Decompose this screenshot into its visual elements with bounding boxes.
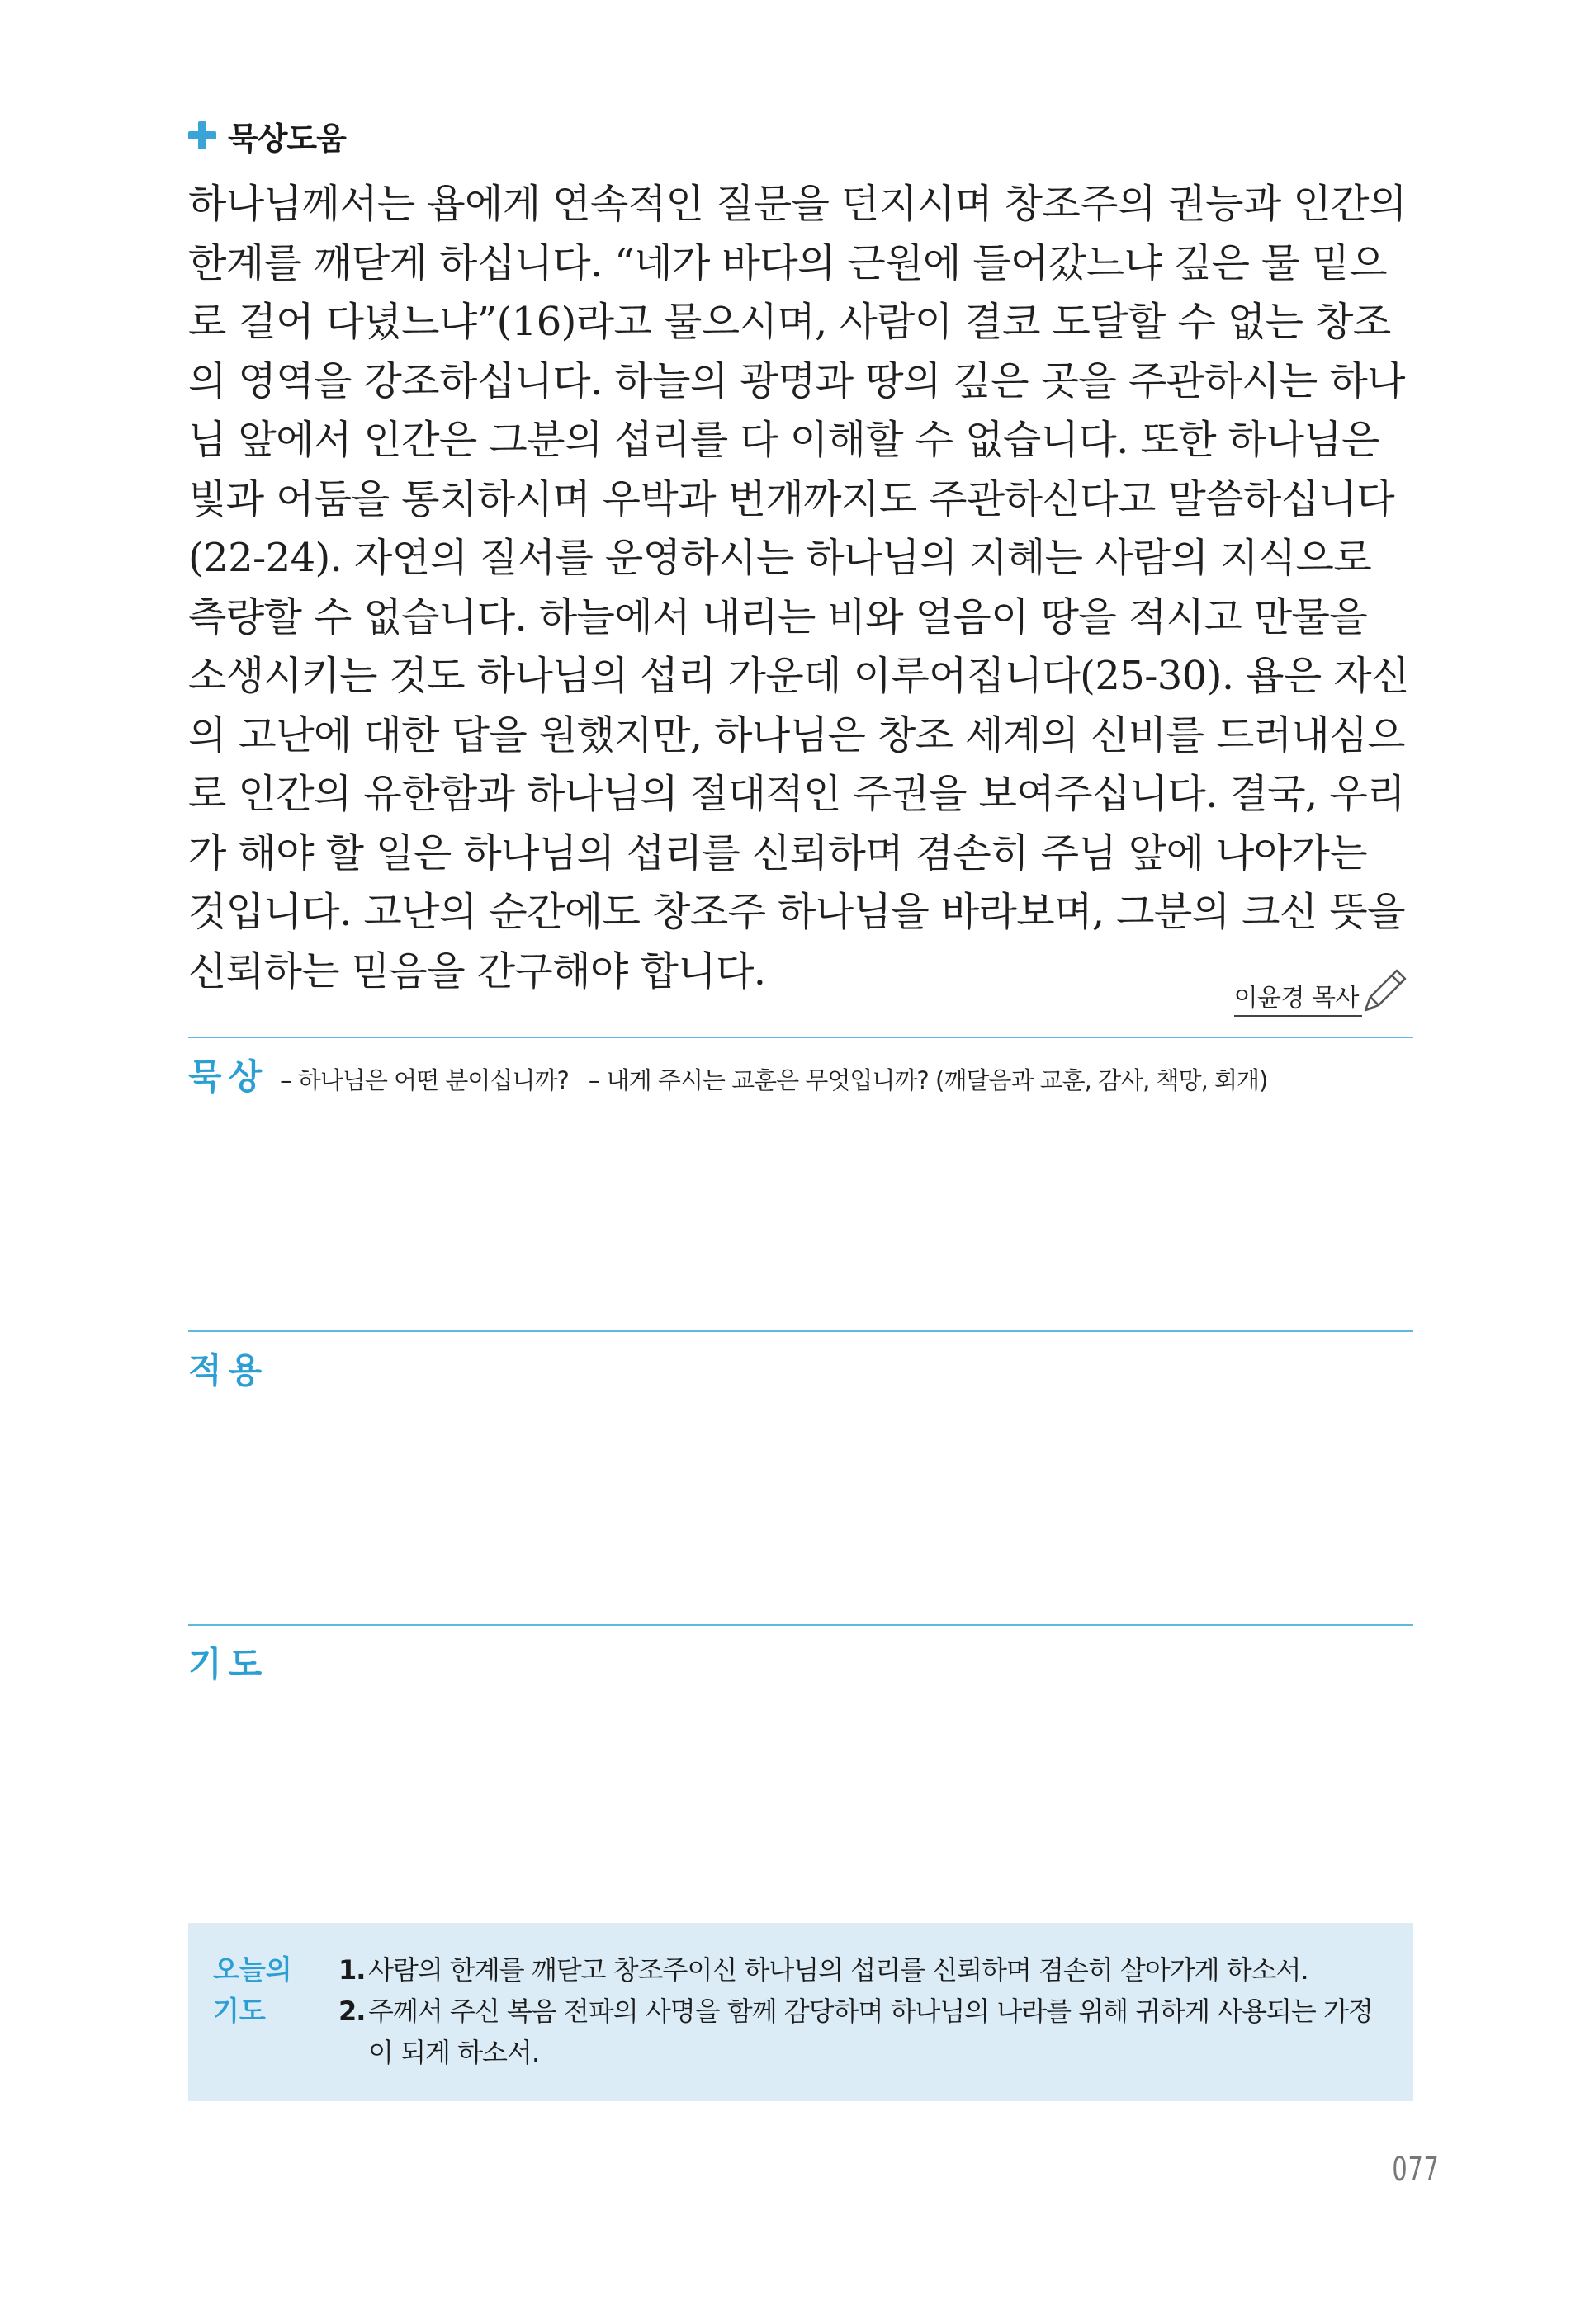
page-number: 077	[1392, 2151, 1440, 2189]
meditation-question-2: – 내게 주시는 교훈은 무엇입니까? (깨달음과 교훈, 감사, 책망, 회개)	[588, 1066, 1268, 1094]
apply-section	[188, 1330, 1413, 1393]
heading-label: 묵상도움	[228, 120, 346, 157]
item-number: 2.	[338, 1996, 366, 2027]
today-prayer-label	[213, 1949, 312, 2032]
list-item	[338, 1949, 1395, 1991]
meditation-question-1: – 하나님은 어떤 분이십니까?	[280, 1066, 569, 1094]
author-signature	[1234, 964, 1412, 1017]
plus-icon	[188, 121, 216, 149]
today-prayer-label-line2: 기도	[213, 1995, 266, 2027]
today-prayer-box	[188, 1923, 1413, 2101]
meditation-label: 묵상	[188, 1056, 269, 1097]
today-prayer-label-line1: 오늘의	[213, 1953, 292, 1986]
section-heading	[188, 116, 346, 155]
meditation-section	[188, 1037, 1413, 1099]
item-text: 주께서 주신 복음 전파의 사명을 함께 감당하며 하나님의 나라를 위해 귀하게 사용되는 가정이 되게 하소서.	[368, 1996, 1373, 2068]
item-text: 사람의 한계를 깨닫고 창조주이신 하나님의 섭리를 신뢰하며 겸손히 살아가게 하소서.	[368, 1954, 1308, 1986]
pencil-icon	[1359, 964, 1412, 1017]
list-item	[338, 1991, 1395, 2073]
author-name: 이윤경 목사	[1234, 977, 1362, 1017]
apply-label: 적용	[188, 1350, 269, 1391]
devotional-body: 하나님께서는 욥에게 연속적인 질문을 던지시며 창조주의 권능과 인간의 한계를 깨닫게 하십니다. “네가 바다의 근원에 들어갔느냐 깊은 물 밑으로 걸어 다녔느냐”(16)라고 물으시며, 사람이 결코 도달할 수 없는 창조의 영역을 강조하십니다. 하늘의 광명과 땅의 깊은 곳을 주관하시는 하나님 앞에서 인간은 그분의 섭리를 다 이해할 수 없습니다. 또한 하나님은 빛과 어둠을 통치하시며 우박과 번개까지도 주관하신다고 말씀하십니다(22-24). 자연의 질서를 운영하시는 하나님의 지혜는 사람의 지식으로 측량할 수 없습니다. 하늘에서 내리는 비와 얼음이 땅을 적시고 만물을 소생시키는 것도 하나님의 섭리 가운데 이루어집니다(25-30). 욥은 자신의 고난에 대한 답을 원했지만, 하나님은 창조 세계의 신비를 드러내심으로 인간의 유한함과 하나님의 절대적인 주권을 보여주십니다. 결국, 우리가 해야 할 일은 하나님의 섭리를 신뢰하며 겸손히 주님 앞에 나아가는 것입니다. 고난의 순간에도 창조주 하나님을 바라보며, 그분의 크신 뜻을 신뢰하는 믿음을 간구해야 합니다.	[188, 181, 1409, 994]
today-prayer-list	[338, 1949, 1395, 2073]
prayer-label: 기도	[188, 1644, 269, 1684]
item-number: 1.	[338, 1954, 366, 1986]
prayer-section	[188, 1624, 1413, 1687]
